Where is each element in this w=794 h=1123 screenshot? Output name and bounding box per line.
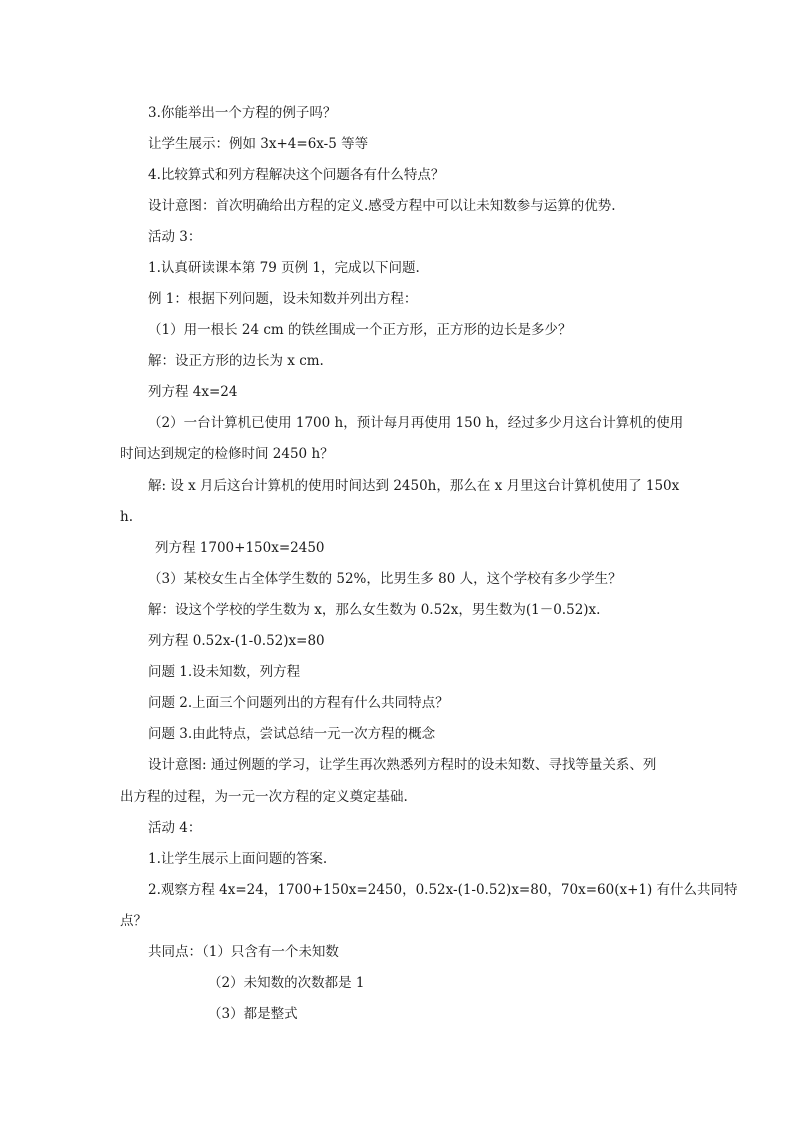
text-line: （3）某校女生占全体学生数的 52%，比男生多 80 人，这个学校有多少学生？ — [148, 571, 622, 587]
text-line: 问题 3.由此特点，尝试总结一元一次方程的概念 — [148, 726, 436, 742]
text-line: 解：设这个学校的学生数为 x，那么女生数为 0.52x，男生数为(1－0.52)x. — [148, 602, 601, 618]
equation-line: 列方程 4x=24 — [148, 384, 238, 400]
text-line: 出方程的过程，为一元一次方程的定义奠定基础. — [120, 789, 408, 805]
text-line: 3.你能举出一个方程的例子吗？ — [148, 105, 337, 121]
text-line: 解: 设 x 月后这台计算机的使用时间达到 2450h，那么在 x 月里这台计算机使用了 150x — [148, 478, 680, 494]
text-line: 问题 2.上面三个问题列出的方程有什么共同特点？ — [148, 695, 449, 711]
equation-line: 列方程 1700+150x=2450 — [155, 540, 325, 556]
text-line: 问题 1.设未知数，列方程 — [148, 664, 301, 680]
text-line: 4.比较算式和列方程解决这个问题各有什么特点？ — [148, 167, 445, 183]
text-line: 1.认真研读课本第 79 页例 1，完成以下问题. — [148, 260, 420, 276]
text-line: （1）用一根长 24 cm 的铁丝围成一个正方形，正方形的边长是多少？ — [148, 322, 572, 338]
text-line: （3）都是整式 — [208, 1006, 298, 1022]
text-line: 2.观察方程 4x=24，1700+150x=2450，0.52x-(1-0.52)x=80，70x=60(x+1) 有什么共同特 — [148, 882, 738, 898]
text-line: 让学生展示：例如 3x+4=6x-5 等等 — [148, 136, 369, 152]
text-line: 共同点：（1）只含有一个未知数 — [148, 944, 339, 960]
text-line: 时间达到规定的检修时间 2450 h？ — [120, 446, 334, 462]
text-line: （2）未知数的次数都是 1 — [208, 975, 365, 991]
section-heading: 活动 4： — [148, 820, 202, 836]
text-line: 点？ — [120, 913, 147, 929]
section-heading: 活动 3： — [148, 229, 202, 245]
text-line: 设计意图: 通过例题的学习，让学生再次熟悉列方程时的设未知数、寻找等量关系、列 — [148, 757, 657, 773]
text-line: （2）一台计算机已使用 1700 h，预计每月再使用 150 h，经过多少月这台计算机的使用 — [148, 415, 684, 431]
text-line: 1.让学生展示上面问题的答案. — [148, 851, 328, 867]
text-line: 例 1：根据下列问题，设未知数并列出方程： — [148, 291, 418, 307]
equation-line: 列方程 0.52x-(1-0.52)x=80 — [148, 633, 325, 649]
text-line: 设计意图：首次明确给出方程的定义.感受方程中可以让未知数参与运算的优势. — [148, 198, 616, 214]
text-line: h. — [120, 509, 133, 525]
text-line: 解：设正方形的边长为 x cm. — [148, 353, 324, 369]
